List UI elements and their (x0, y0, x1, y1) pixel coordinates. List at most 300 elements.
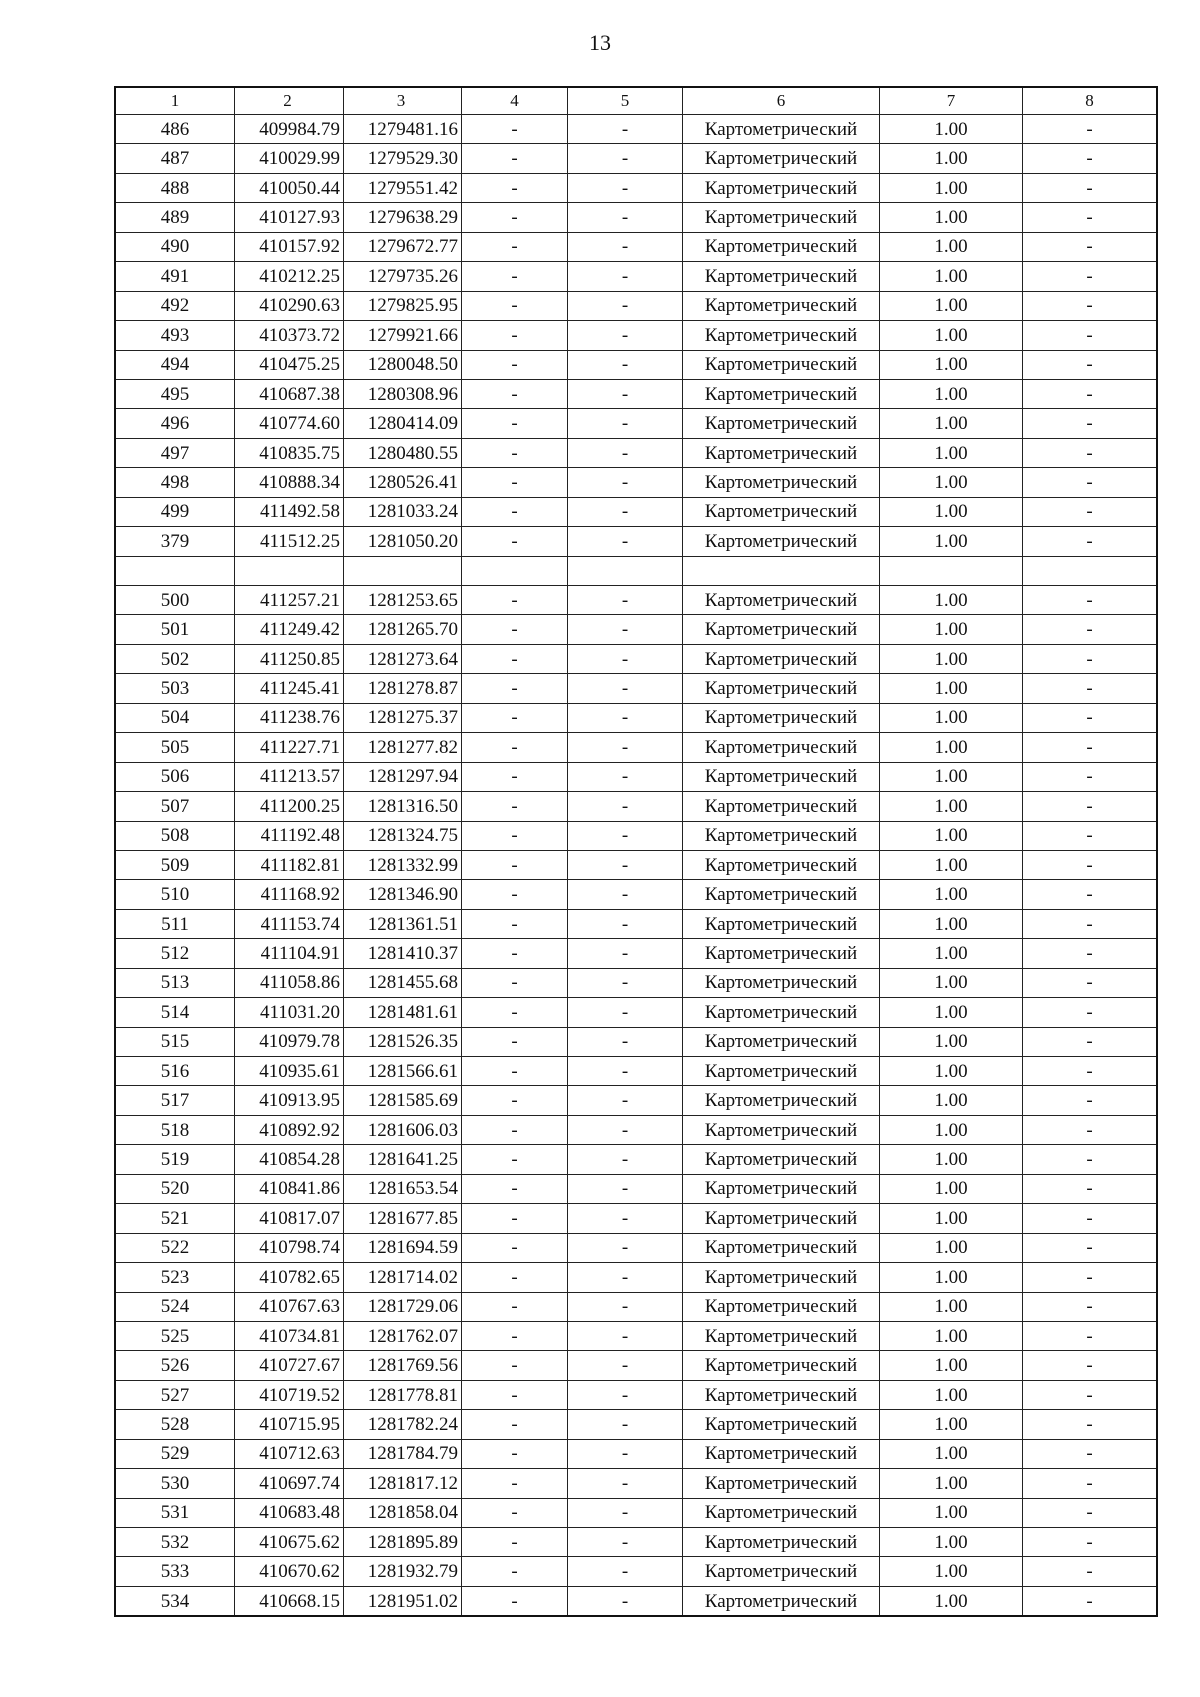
table-cell-col5: - (568, 527, 683, 556)
table-cell-col4: - (462, 939, 568, 968)
table-cell-col7: 1.00 (880, 1145, 1023, 1174)
table-cell-col8: - (1023, 497, 1158, 526)
table-row (115, 1145, 1157, 1174)
table-cell-col4: - (462, 909, 568, 938)
table-cell-col8: - (1023, 1145, 1158, 1174)
table-cell-col1: 509 (115, 850, 235, 879)
table-cell-col7: 1.00 (880, 1263, 1023, 1292)
table-cell-col8: - (1023, 468, 1158, 497)
table-cell-col3: 1281932.79 (344, 1557, 462, 1586)
table-row (115, 939, 1157, 968)
table-cell-col8: - (1023, 792, 1158, 821)
table-cell-col5: - (568, 1321, 683, 1350)
table-cell-col1: 487 (115, 144, 235, 173)
table-row (115, 468, 1157, 497)
table-cell-col3: 1281769.56 (344, 1351, 462, 1380)
table-cell-col6: Картометрический (683, 821, 880, 850)
table-cell-col6: Картометрический (683, 968, 880, 997)
table-row (115, 497, 1157, 526)
table-cell-col6: Картометрический (683, 1292, 880, 1321)
table-row (115, 556, 1157, 585)
table-cell-col7: 1.00 (880, 468, 1023, 497)
table-cell-col3: 1281895.89 (344, 1528, 462, 1557)
table-cell-col5: - (568, 968, 683, 997)
table-cell-col3 (344, 556, 462, 585)
table-cell-col2: 410913.95 (235, 1086, 344, 1115)
table-cell-col6: Картометрический (683, 733, 880, 762)
table-cell-col1: 532 (115, 1528, 235, 1557)
table-cell-col2: 410719.52 (235, 1380, 344, 1409)
column-header-2: 2 (235, 87, 344, 115)
table-cell-col7: 1.00 (880, 703, 1023, 732)
table-cell-col4: - (462, 1557, 568, 1586)
table-cell-col3: 1281361.51 (344, 909, 462, 938)
table-cell-col7: 1.00 (880, 115, 1023, 144)
table-cell-col5: - (568, 880, 683, 909)
column-header-8: 8 (1023, 87, 1158, 115)
table-cell-col3: 1279481.16 (344, 115, 462, 144)
table-cell-col2: 411250.85 (235, 644, 344, 673)
table-cell-col5: - (568, 674, 683, 703)
table-cell-col2: 409984.79 (235, 115, 344, 144)
table-cell-col1: 533 (115, 1557, 235, 1586)
table-cell-col5: - (568, 1469, 683, 1498)
table-cell-col7: 1.00 (880, 1233, 1023, 1262)
table-cell-col4: - (462, 468, 568, 497)
column-header-1: 1 (115, 87, 235, 115)
table-cell-col5: - (568, 1586, 683, 1616)
table-row (115, 527, 1157, 556)
table-cell-col1: 493 (115, 321, 235, 350)
table-cell-col7: 1.00 (880, 1410, 1023, 1439)
table-cell-col8: - (1023, 880, 1158, 909)
table-cell-col3: 1280414.09 (344, 409, 462, 438)
table-cell-col6: Картометрический (683, 674, 880, 703)
table-cell-col5: - (568, 1233, 683, 1262)
table-cell-col6: Картометрический (683, 880, 880, 909)
table-cell-col1: 488 (115, 173, 235, 202)
table-row (115, 703, 1157, 732)
table-cell-col3: 1281566.61 (344, 1057, 462, 1086)
table-cell-col7: 1.00 (880, 321, 1023, 350)
table-cell-col4: - (462, 497, 568, 526)
table-cell-col2: 410290.63 (235, 291, 344, 320)
table-row (115, 1292, 1157, 1321)
table-cell-col3: 1281778.81 (344, 1380, 462, 1409)
table-cell-col8: - (1023, 1027, 1158, 1056)
table-cell-col6: Картометрический (683, 1057, 880, 1086)
table-row (115, 291, 1157, 320)
table-cell-col1: 491 (115, 262, 235, 291)
table-cell-col4: - (462, 644, 568, 673)
table-cell-col2: 411227.71 (235, 733, 344, 762)
table-cell-col1: 519 (115, 1145, 235, 1174)
table-cell-col8: - (1023, 1263, 1158, 1292)
table-cell-col3: 1279825.95 (344, 291, 462, 320)
table-cell-col1: 528 (115, 1410, 235, 1439)
table-cell-col3: 1281526.35 (344, 1027, 462, 1056)
table-cell-col4: - (462, 1321, 568, 1350)
table-row (115, 1174, 1157, 1203)
table-cell-col3: 1281410.37 (344, 939, 462, 968)
table-cell-col7: 1.00 (880, 1498, 1023, 1527)
table-cell-col6: Картометрический (683, 1115, 880, 1144)
table-cell-col1: 489 (115, 203, 235, 232)
table-cell-col8: - (1023, 1204, 1158, 1233)
table-cell-col7 (880, 556, 1023, 585)
table-row (115, 1204, 1157, 1233)
table-cell-col7: 1.00 (880, 409, 1023, 438)
table-cell-col7: 1.00 (880, 880, 1023, 909)
table-cell-col7: 1.00 (880, 203, 1023, 232)
table-cell-col1: 492 (115, 291, 235, 320)
table-cell-col3: 1281677.85 (344, 1204, 462, 1233)
table-cell-col7: 1.00 (880, 939, 1023, 968)
table-cell-col8 (1023, 556, 1158, 585)
table-cell-col1: 529 (115, 1439, 235, 1468)
table-cell-col5: - (568, 1292, 683, 1321)
column-header-7: 7 (880, 87, 1023, 115)
table-cell-col5: - (568, 173, 683, 202)
table-cell-col3: 1281641.25 (344, 1145, 462, 1174)
table-cell-col1: 512 (115, 939, 235, 968)
table-cell-col6: Картометрический (683, 173, 880, 202)
table-cell-col3: 1281346.90 (344, 880, 462, 909)
table-cell-col5: - (568, 262, 683, 291)
table-cell-col8: - (1023, 291, 1158, 320)
table-cell-col8: - (1023, 203, 1158, 232)
table-cell-col4: - (462, 1115, 568, 1144)
table-row (115, 232, 1157, 261)
table-body (115, 115, 1157, 1617)
table-row (115, 821, 1157, 850)
table-cell-col4: - (462, 1410, 568, 1439)
column-header-4: 4 (462, 87, 568, 115)
table-cell-col6: Картометрический (683, 1027, 880, 1056)
table-row (115, 379, 1157, 408)
table-cell-col7: 1.00 (880, 262, 1023, 291)
table-cell-col4: - (462, 880, 568, 909)
table-cell-col7: 1.00 (880, 615, 1023, 644)
table-cell-col3: 1280526.41 (344, 468, 462, 497)
table-cell-col7: 1.00 (880, 1086, 1023, 1115)
table-cell-col5: - (568, 1204, 683, 1233)
table-row (115, 674, 1157, 703)
table-cell-col4: - (462, 350, 568, 379)
table-cell-col3: 1281033.24 (344, 497, 462, 526)
table-cell-col6: Картометрический (683, 792, 880, 821)
table-cell-col8: - (1023, 1233, 1158, 1262)
table-cell-col3: 1281951.02 (344, 1586, 462, 1616)
table-cell-col7: 1.00 (880, 379, 1023, 408)
table-row (115, 1351, 1157, 1380)
table-cell-col6: Картометрический (683, 586, 880, 615)
table-cell-col2: 411213.57 (235, 762, 344, 791)
table-row (115, 762, 1157, 791)
table-cell-col2: 410888.34 (235, 468, 344, 497)
table-cell-col3: 1281653.54 (344, 1174, 462, 1203)
table-cell-col6: Картометрический (683, 232, 880, 261)
table-cell-col2: 410767.63 (235, 1292, 344, 1321)
table-cell-col3: 1281606.03 (344, 1115, 462, 1144)
table-cell-col3: 1281817.12 (344, 1469, 462, 1498)
table-row (115, 144, 1157, 173)
table-cell-col6: Картометрический (683, 939, 880, 968)
table-header (115, 87, 1157, 115)
table-cell-col5: - (568, 1557, 683, 1586)
table-cell-col5: - (568, 1439, 683, 1468)
table-cell-col4: - (462, 438, 568, 467)
table-cell-col8: - (1023, 1557, 1158, 1586)
table-cell-col6: Картометрический (683, 1204, 880, 1233)
table-cell-col6: Картометрический (683, 262, 880, 291)
table-cell-col2: 411104.91 (235, 939, 344, 968)
table-cell-col4: - (462, 1292, 568, 1321)
table-cell-col1: 518 (115, 1115, 235, 1144)
table-cell-col6: Картометрический (683, 1528, 880, 1557)
table-row (115, 909, 1157, 938)
table-cell-col8: - (1023, 1469, 1158, 1498)
table-cell-col5: - (568, 379, 683, 408)
table-cell-col1: 495 (115, 379, 235, 408)
table-cell-col5: - (568, 1380, 683, 1409)
table-cell-col7: 1.00 (880, 1204, 1023, 1233)
table-cell-col1: 526 (115, 1351, 235, 1380)
table-cell-col6: Картометрический (683, 1174, 880, 1203)
table-cell-col5: - (568, 115, 683, 144)
table-cell-col5: - (568, 350, 683, 379)
table-cell-col1: 498 (115, 468, 235, 497)
header-row (115, 87, 1157, 115)
table-cell-col6: Картометрический (683, 615, 880, 644)
column-header-5: 5 (568, 87, 683, 115)
table-row (115, 409, 1157, 438)
table-cell-col8: - (1023, 1057, 1158, 1086)
table-cell-col4: - (462, 173, 568, 202)
table-cell-col4: - (462, 1086, 568, 1115)
table-cell-col6: Картометрический (683, 644, 880, 673)
table-cell-col8: - (1023, 1380, 1158, 1409)
table-cell-col8: - (1023, 762, 1158, 791)
table-cell-col4: - (462, 821, 568, 850)
table-cell-col1: 523 (115, 1263, 235, 1292)
table-cell-col2: 410157.92 (235, 232, 344, 261)
table-row (115, 1380, 1157, 1409)
table-cell-col5: - (568, 203, 683, 232)
table-cell-col2: 410782.65 (235, 1263, 344, 1292)
table-cell-col7: 1.00 (880, 291, 1023, 320)
table-cell-col1: 496 (115, 409, 235, 438)
table-cell-col1: 520 (115, 1174, 235, 1203)
table-cell-col4: - (462, 527, 568, 556)
table-cell-col8: - (1023, 1086, 1158, 1115)
table-cell-col4: - (462, 1027, 568, 1056)
table-cell-col7: 1.00 (880, 527, 1023, 556)
table-cell-col8: - (1023, 1321, 1158, 1350)
table-cell-col6: Картометрический (683, 350, 880, 379)
table-row (115, 1557, 1157, 1586)
table-cell-col2: 410712.63 (235, 1439, 344, 1468)
table-cell-col1: 505 (115, 733, 235, 762)
table-cell-col6: Картометрический (683, 1410, 880, 1439)
table-row (115, 968, 1157, 997)
table-cell-col5: - (568, 1115, 683, 1144)
table-row (115, 1263, 1157, 1292)
table-cell-col3: 1280480.55 (344, 438, 462, 467)
table-cell-col7: 1.00 (880, 998, 1023, 1027)
table-cell-col4: - (462, 1439, 568, 1468)
table-cell-col8: - (1023, 350, 1158, 379)
table-cell-col6: Картометрический (683, 144, 880, 173)
table-cell-col2: 410727.67 (235, 1351, 344, 1380)
table-cell-col7: 1.00 (880, 674, 1023, 703)
table-cell-col4: - (462, 115, 568, 144)
table-cell-col8: - (1023, 262, 1158, 291)
table-cell-col4: - (462, 1145, 568, 1174)
table-cell-col1: 510 (115, 880, 235, 909)
table-cell-col1: 486 (115, 115, 235, 144)
table-cell-col6: Картометрический (683, 1321, 880, 1350)
table-row (115, 438, 1157, 467)
table-cell-col1: 504 (115, 703, 235, 732)
table-cell-col4: - (462, 792, 568, 821)
table-cell-col3: 1279672.77 (344, 232, 462, 261)
table-cell-col7: 1.00 (880, 762, 1023, 791)
table-row (115, 1057, 1157, 1086)
table-row (115, 1586, 1157, 1616)
table-cell-col6: Картометрический (683, 497, 880, 526)
table-cell-col5: - (568, 998, 683, 1027)
table-cell-col2: 410373.72 (235, 321, 344, 350)
table-cell-col4: - (462, 1469, 568, 1498)
table-cell-col1: 511 (115, 909, 235, 938)
table-cell-col8: - (1023, 1410, 1158, 1439)
table-cell-col3: 1281275.37 (344, 703, 462, 732)
table-cell-col1: 499 (115, 497, 235, 526)
table-cell-col5: - (568, 1086, 683, 1115)
table-cell-col4: - (462, 144, 568, 173)
table-cell-col6: Картометрический (683, 1498, 880, 1527)
table-cell-col8: - (1023, 1292, 1158, 1321)
table-cell-col5: - (568, 586, 683, 615)
table-cell-col8: - (1023, 1498, 1158, 1527)
table-cell-col2: 411492.58 (235, 497, 344, 526)
table-cell-col4: - (462, 321, 568, 350)
table-cell-col4: - (462, 1263, 568, 1292)
table-cell-col2: 411245.41 (235, 674, 344, 703)
table-cell-col4: - (462, 968, 568, 997)
table-cell-col1: 522 (115, 1233, 235, 1262)
table-cell-col5: - (568, 1145, 683, 1174)
table-cell-col3: 1281729.06 (344, 1292, 462, 1321)
table-cell-col4: - (462, 998, 568, 1027)
table-cell-col5: - (568, 909, 683, 938)
table-cell-col2: 410212.25 (235, 262, 344, 291)
table-row (115, 1115, 1157, 1144)
table-cell-col6: Картометрический (683, 909, 880, 938)
table-cell-col4: - (462, 703, 568, 732)
table-cell-col2: 410798.74 (235, 1233, 344, 1262)
table-cell-col8: - (1023, 1439, 1158, 1468)
table-cell-col2: 411257.21 (235, 586, 344, 615)
table-cell-col3: 1279529.30 (344, 144, 462, 173)
table-cell-col5: - (568, 703, 683, 732)
table-row (115, 850, 1157, 879)
table-cell-col1: 524 (115, 1292, 235, 1321)
table-cell-col1: 501 (115, 615, 235, 644)
table-cell-col6: Картометрический (683, 703, 880, 732)
table-cell-col8: - (1023, 1351, 1158, 1380)
table-cell-col8: - (1023, 409, 1158, 438)
table-row (115, 115, 1157, 144)
column-header-3: 3 (344, 87, 462, 115)
table-cell-col5: - (568, 939, 683, 968)
table-cell-col6 (683, 556, 880, 585)
table-cell-col4: - (462, 409, 568, 438)
table-cell-col1: 534 (115, 1586, 235, 1616)
table-cell-col6: Картометрический (683, 1586, 880, 1616)
table-cell-col2: 410668.15 (235, 1586, 344, 1616)
table-cell-col5: - (568, 232, 683, 261)
table-row (115, 615, 1157, 644)
table-cell-col3: 1281784.79 (344, 1439, 462, 1468)
table-cell-col2: 410683.48 (235, 1498, 344, 1527)
table-cell-col2: 410670.62 (235, 1557, 344, 1586)
table-row (115, 1498, 1157, 1527)
table-cell-col4: - (462, 1233, 568, 1262)
table-cell-col4: - (462, 379, 568, 408)
table-cell-col2: 410892.92 (235, 1115, 344, 1144)
table-cell-col2: 410687.38 (235, 379, 344, 408)
table-cell-col2: 410774.60 (235, 409, 344, 438)
table-cell-col6: Картометрический (683, 1086, 880, 1115)
table-cell-col4: - (462, 232, 568, 261)
table-row (115, 203, 1157, 232)
table-cell-col1: 502 (115, 644, 235, 673)
table-row (115, 586, 1157, 615)
table-cell-col3: 1281455.68 (344, 968, 462, 997)
table-cell-col5: - (568, 792, 683, 821)
table-cell-col4: - (462, 1380, 568, 1409)
table-cell-col8: - (1023, 939, 1158, 968)
table-cell-col7: 1.00 (880, 497, 1023, 526)
table-cell-col2: 411058.86 (235, 968, 344, 997)
table-cell-col4: - (462, 762, 568, 791)
table-cell-col5: - (568, 1528, 683, 1557)
table-cell-col8: - (1023, 998, 1158, 1027)
table-cell-col4: - (462, 1528, 568, 1557)
table-cell-col1: 507 (115, 792, 235, 821)
table-cell-col7: 1.00 (880, 1557, 1023, 1586)
table-cell-col2: 410475.25 (235, 350, 344, 379)
table-cell-col1: 521 (115, 1204, 235, 1233)
table-cell-col3: 1279551.42 (344, 173, 462, 202)
table-cell-col6: Картометрический (683, 1469, 880, 1498)
table-cell-col7: 1.00 (880, 1174, 1023, 1203)
table-cell-col7: 1.00 (880, 644, 1023, 673)
table-cell-col8: - (1023, 232, 1158, 261)
table-row (115, 1086, 1157, 1115)
table-cell-col2: 410979.78 (235, 1027, 344, 1056)
table-cell-col4: - (462, 733, 568, 762)
table-cell-col7: 1.00 (880, 1321, 1023, 1350)
table-cell-col3: 1281714.02 (344, 1263, 462, 1292)
table-cell-col6: Картометрический (683, 527, 880, 556)
table-row (115, 1469, 1157, 1498)
page-number: 13 (589, 30, 611, 55)
table-cell-col8: - (1023, 527, 1158, 556)
table-cell-col4: - (462, 674, 568, 703)
